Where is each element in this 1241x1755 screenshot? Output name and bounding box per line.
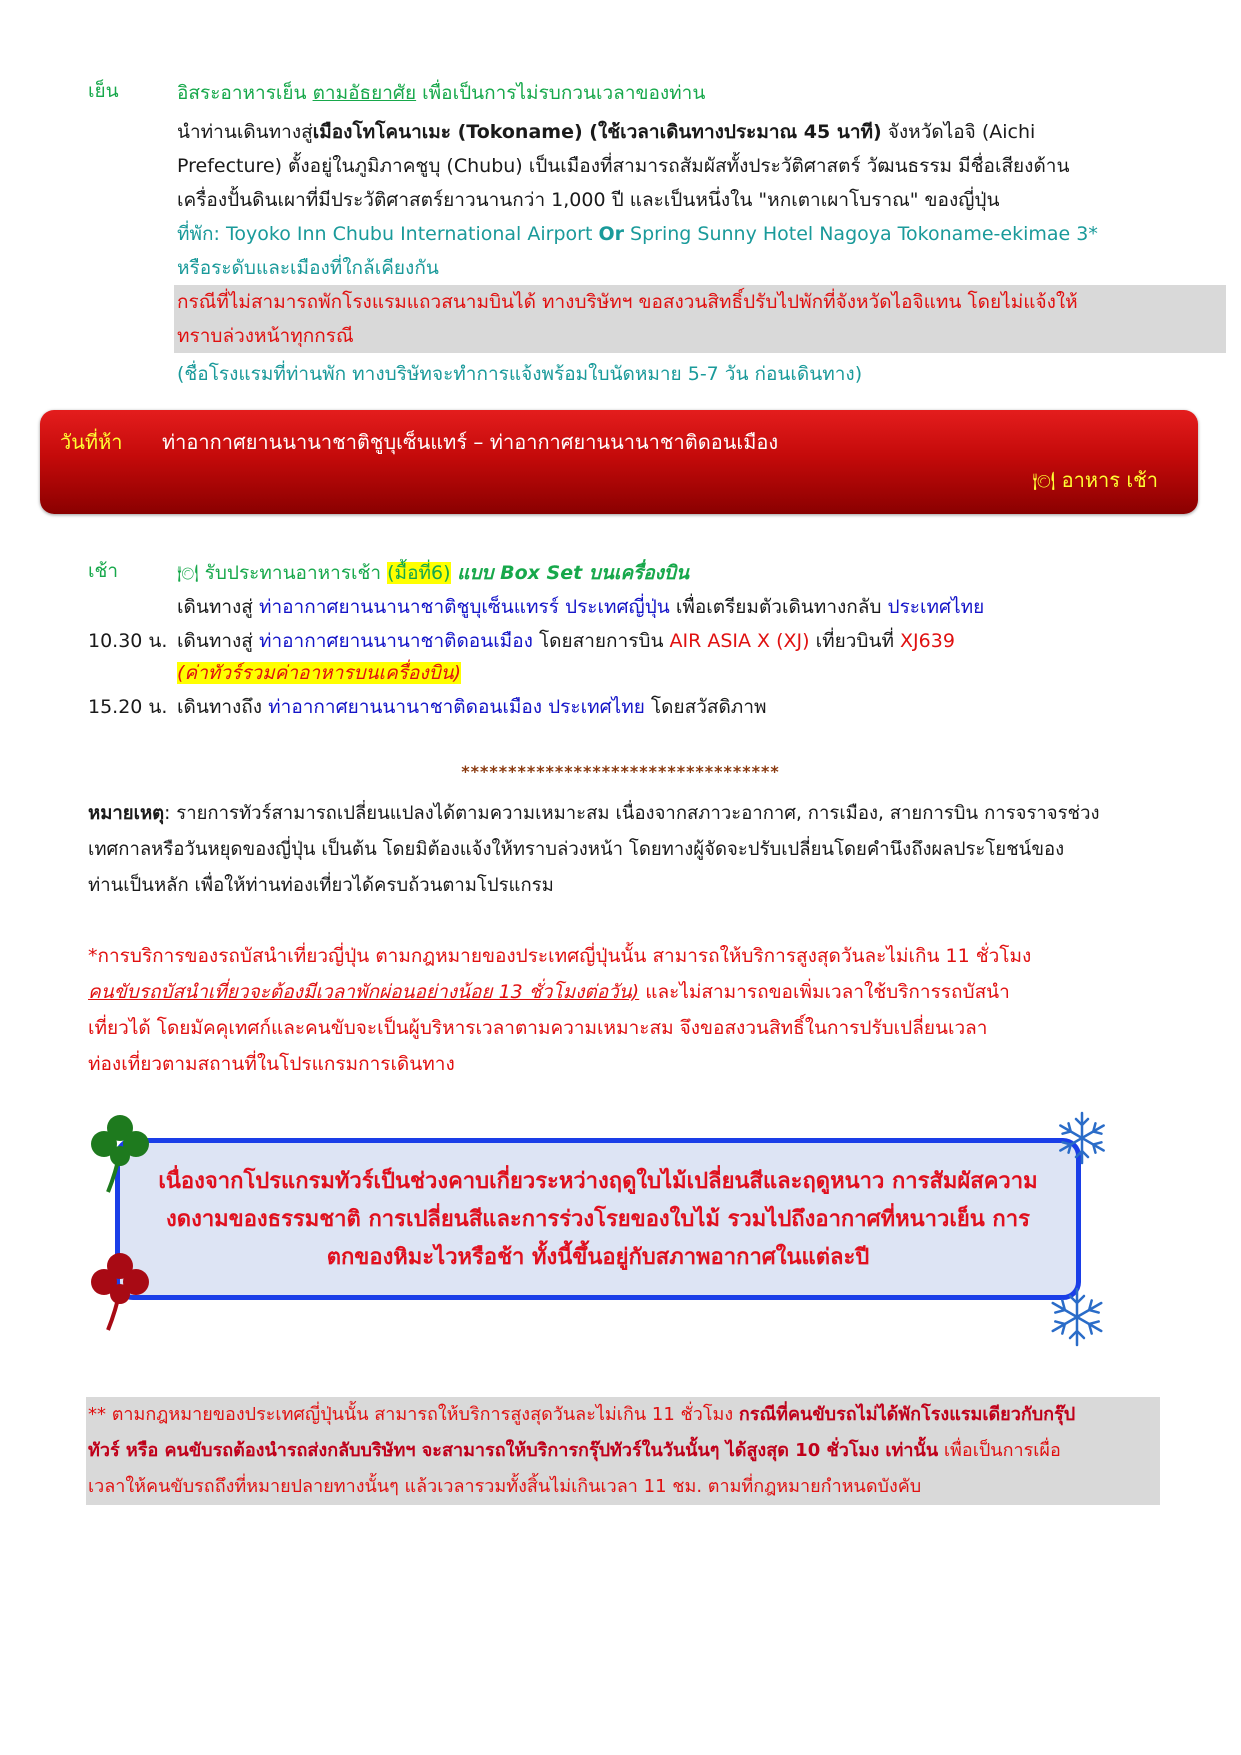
season-note-1: เนื่องจากโปรแกรมทัวร์เป็นช่วงคาบเกี่ยวระหว่างฤดูใบไม้เปลี่ยนสีและฤดูหนาว การสัมผัสความ (158, 1169, 1038, 1194)
depart-purpose: เพื่อเตรียมตัวเดินทางกลับ (669, 596, 888, 618)
meals-text: อาหาร เช้า (1061, 468, 1158, 492)
hotel-warning-1: กรณีที่ไม่สามารถพักโรงแรมแถวสนามบินได้ ทางบริษัทฯ ขอสงวนสิทธิ์ปรับไปพักที่จังหวัดไอจิแทน โดยไม่แจ้งให้ (177, 291, 1078, 313)
evening-label: เย็น (88, 80, 119, 102)
law-text-1: ** ตามกฎหมายของประเทศญี่ปุ่นนั้น สามารถให้บริการสูงสุดวันละไม่เกิน 11 ชั่วโมง (88, 1404, 739, 1425)
tokoname-line-1 (177, 115, 1035, 149)
bus-text-2: และไม่สามารถขอเพิ่มเวลาใช้บริการรถบัสนำ (639, 981, 1010, 1003)
tokoname-line-3: เครื่องปั้นดินเผาที่มีประวัติศาสตร์ยาวนานกว่า 1,000 ปี และเป็นหนึ่งใน "หกเตาเผาโบราณ" ของญี่ปุ่น (177, 189, 1000, 211)
bus-line-3: เที่ยวได้ โดยมัคคุเทศก์และคนขับจะเป็นผู้บริหารเวลาตามความเหมาะสม จึงขอสงวนสิทธิ์ในการปรับเปลี่ยนเวลา (88, 1017, 988, 1039)
flight-no-label: เที่ยวบินที่ (809, 630, 901, 652)
law-line-3: เวลาให้คนขับรถถึงที่หมายปลายทางนั้นๆ แล้วเวลารวมทั้งสิ้นไม่เกินเวลา 11 ชม. ตามที่กฎหมายกำหนดบังคับ (88, 1476, 922, 1497)
remark-text-1: : รายการทัวร์สามารถเปลี่ยนแปลงได้ตามความเหมาะสม เนื่องจากสภาวะอากาศ, การเมือง, สายการบิน การจราจรช่วง (164, 803, 1100, 824)
bus-line-2 (88, 974, 1010, 1010)
breakfast-line (177, 556, 689, 591)
depart-text: เดินทางสู่ (177, 596, 259, 618)
meal-icon: 🍽 (1032, 471, 1056, 492)
dinner-optional: ตามอัธยาศัย (312, 82, 417, 104)
hotel-note: (ชื่อโรงแรมที่ท่านพัก ทางบริษัทจะทำการแจ้งพร้อมใบนัดหมาย 5-7 วัน ก่อนเดินทาง) (177, 363, 863, 385)
hotel-warning-2: ทราบล่วงหน้าทุกกรณี (177, 325, 354, 347)
clover-green-icon (86, 1112, 154, 1194)
day-route: ท่าอากาศยานนานาชาติชูบุเซ็นแทร์ – ท่าอากาศยานนานาชาติดอนเมือง (162, 430, 779, 454)
meal-included: (ค่าทัวร์รวมค่าอาหารบนเครื่องบิน) (177, 662, 462, 684)
arrive-airport: ท่าอากาศยานนานาชาติดอนเมือง ประเทศไทย (268, 696, 645, 718)
bus-line-1: *การบริการของรถบัสนำเที่ยวญี่ปุ่น ตามกฎหมายของประเทศญี่ปุ่นนั้น สามารถให้บริการสูงสุดวันละไม่เกิน 11 ชั่วโมง (88, 945, 1032, 967)
season-note-3: ตกของหิมะไวหรือช้า ทั้งนี้ขึ้นอยู่กับสภาพอากาศในแต่ละปี (326, 1245, 870, 1270)
depart-line (177, 590, 984, 624)
breakfast-text: รับประทานอาหารเช้า (204, 562, 388, 584)
dinner-text: อิสระอาหารเย็น (177, 82, 313, 104)
time-1520: 15.20 น. (88, 696, 168, 718)
bus-rest-rule: คนขับรถบัสนำเที่ยวจะต้องมีเวลาพักผ่อนอย่างน้อย 13 ชั่วโมงต่อวัน) (88, 981, 640, 1003)
remark-line-1 (88, 796, 1100, 832)
stars-divider: ********************************** (461, 762, 780, 781)
morning-label: เช้า (88, 560, 119, 582)
dinner-text-end: เพื่อเป็นการไม่รบกวนเวลาของท่าน (416, 82, 706, 104)
time-1030: 10.30 น. (88, 630, 168, 652)
snowflake-icon (1046, 1286, 1108, 1348)
hotel-b: Spring Sunny Hotel Nagoya Tokoname-ekimae 3* (623, 223, 1098, 245)
remark-line-2: เทศกาลหรือวันหยุดของญี่ปุ่น เป็นต้น โดยมิต้องแจ้งให้ทราบล่วงหน้า โดยทางผู้จัดจะปรับเปลี่ยนโดยคำนึงถึงผลประโยชน์ของ (88, 839, 1065, 860)
bus-line-4: ท่องเที่ยวตามสถานที่ในโปรแกรมการเดินทาง (88, 1053, 455, 1075)
day-banner (40, 410, 1198, 514)
remark-label: หมายเหตุ (88, 803, 165, 824)
law-text-2: เพื่อเป็นการเผื่อ (938, 1440, 1061, 1461)
law-line-2 (88, 1433, 1061, 1469)
airline: AIR ASIA X (XJ) (669, 630, 810, 652)
season-note-2: งดงามของธรรมชาติ การเปลี่ยนสีและการร่วงโรยของใบไม้ รวมไปถึงอากาศที่หนาวเย็น การ (166, 1207, 1030, 1232)
meal-included-line (177, 656, 461, 690)
thailand: ประเทศไทย (887, 596, 985, 618)
donmueang-airport: ท่าอากาศยานนานาชาติดอนเมือง (258, 630, 533, 652)
flight-text: เดินทางสู่ (177, 630, 259, 652)
box-set: แบบ Box Set บนเครื่องบิน (450, 562, 689, 584)
day-label: วันที่ห้า (60, 430, 123, 454)
clover-red-icon (86, 1250, 154, 1332)
centrair-airport: ท่าอากาศยานนานาชาติชูบุเซ็นแทรร์ ประเทศญี่ปุ่น (258, 596, 670, 618)
airline-text: โดยสายการบิน (532, 630, 670, 652)
hotel-alt-line: หรือระดับและเมืองที่ใกล้เคียงกัน (177, 257, 439, 279)
law-line-1 (88, 1397, 1075, 1433)
season-note-box (115, 1138, 1081, 1300)
dinner-line (177, 76, 705, 110)
law-driver-rule: กรณีที่คนขับรถไม่ได้พักโรงแรมเดียวกับกรุ๊ป (738, 1404, 1076, 1425)
meal-number: (มื้อที่6) (387, 562, 451, 584)
flight-number: XJ639 (900, 630, 955, 652)
tokoname-line-2: Prefecture) ตั้งอยู่ในภูมิภาคชูบุ (Chubu) เป็นเมืองที่สามารถสัมผัสทั้งประวัติศาสตร์ วัฒนธรรม มีชื่อเสียงด้าน (177, 155, 1070, 177)
arrive-text: เดินทางถึง (177, 696, 269, 718)
tokoname-intro: นำท่านเดินทางสู่ (177, 121, 313, 143)
tokoname-prefecture: จังหวัดไอจิ (Aichi (881, 121, 1036, 143)
flight-line (177, 624, 955, 658)
tokoname-name: เมืองโทโคนาเมะ (Tokoname) (ใช้เวลาเดินทางประมาณ 45 นาที) (312, 121, 882, 143)
law-10-hours: ทัวร์ หรือ คนขับรถต้องนำรถส่งกลับบริษัทฯ จะสามารถให้บริการกรุ๊ปทัวร์ในวันนั้นๆ ได้สูงสุด 10 ชั่วโมง เท่านั้น (88, 1440, 939, 1461)
day-meals (1032, 464, 1158, 496)
hotel-or: Or (598, 223, 624, 245)
hotel-line (177, 217, 1098, 251)
hotel-a: ที่พัก: Toyoko Inn Chubu International Airport (177, 223, 599, 245)
meal-icon: 🍽 (177, 564, 199, 584)
arrive-safe: โดยสวัสดิภาพ (644, 696, 767, 718)
arrive-line (177, 690, 767, 724)
snowflake-icon (1054, 1110, 1110, 1166)
remark-line-3: ท่านเป็นหลัก เพื่อให้ท่านท่องเที่ยวได้ครบถ้วนตามโปรแกรม (88, 875, 554, 896)
